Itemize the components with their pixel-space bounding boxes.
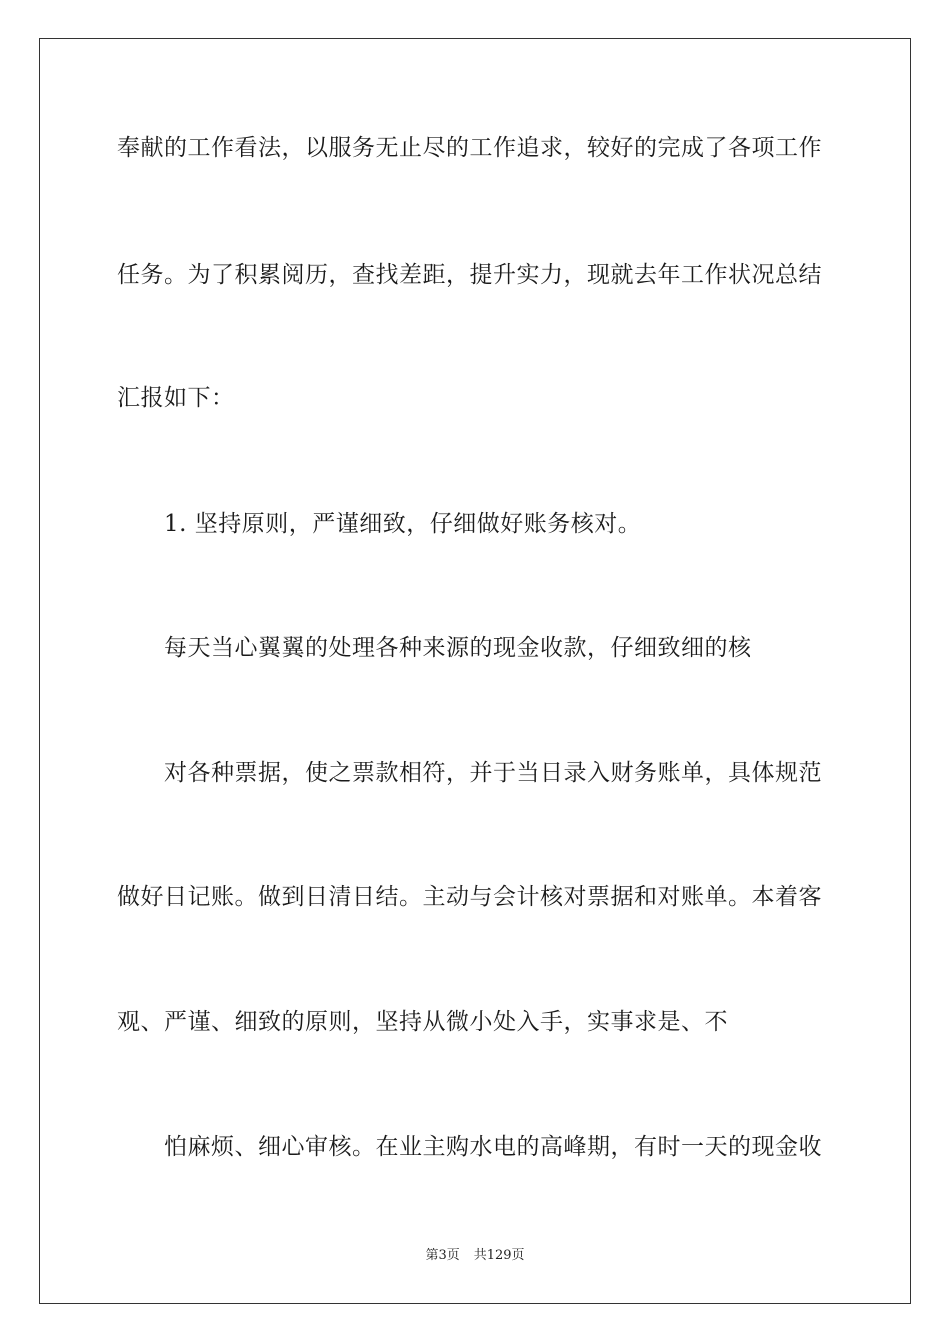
text-line: 对各种票据，使之票款相符，并于当日录入财务账单，具体规范	[164, 760, 822, 786]
text-line: 奉献的工作看法，以服务无止尽的工作追求，较好的完成了各项工作	[117, 135, 822, 161]
page-footer	[0, 1248, 950, 1264]
page-number: 第3页	[425, 1248, 460, 1263]
page-frame	[39, 38, 911, 1304]
text-line: 做好日记账。做到日清日结。主动与会计核对票据和对账单。本着客	[117, 884, 822, 910]
text-line: 汇报如下：	[117, 385, 235, 411]
text-line: 怕麻烦、细心审核。在业主购水电的高峰期，有时一天的现金收	[164, 1134, 822, 1160]
list-item-heading: 1. 坚持原则，严谨细致，仔细做好账务核对。	[164, 511, 642, 537]
text-line: 观、严谨、细致的原则，坚持从微小处入手，实事求是、不	[117, 1009, 728, 1035]
text-line: 每天当心翼翼的处理各种来源的现金收款，仔细致细的核	[164, 635, 752, 661]
text-line: 任务。为了积累阅历，查找差距，提升实力，现就去年工作状况总结	[117, 262, 822, 288]
page-total: 共129页	[473, 1248, 525, 1263]
